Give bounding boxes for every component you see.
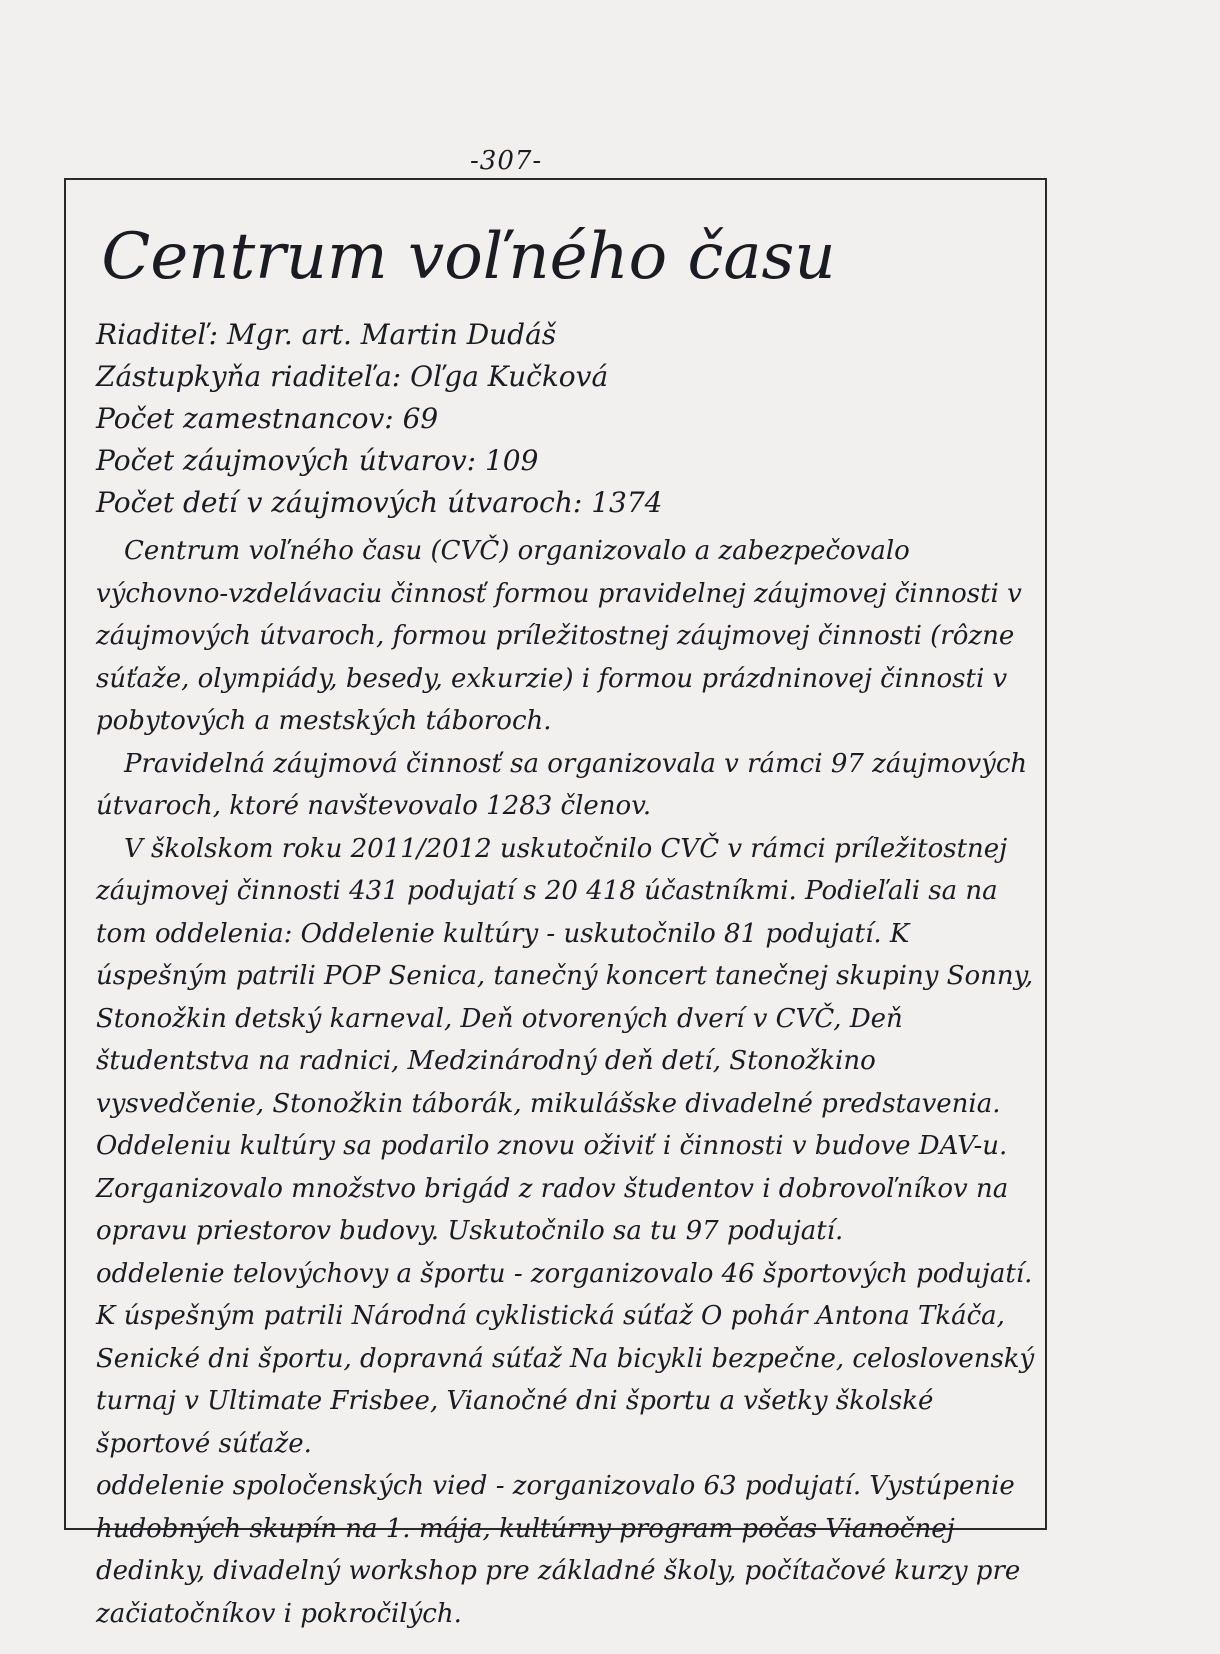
paragraph-intro: Centrum voľného času (CVČ) organizovalo a zabezpečovalo výchovno-vzdelávaciu činnosť formou pravidelnej záujmovej činnosti v záujmových útvaroch, formou príležitostnej záujmovej činnosti (rôzne súťaže, olympiády, besedy, exkurzie) i formou prázdninovej činnosti v pobytových a mestských táboroch.: [96, 536, 1022, 737]
meta-block: [96, 314, 1041, 524]
page-number: -307-: [470, 146, 543, 176]
paragraph-social-sciences: oddelenie spoločenských vied - zorganizovalo 63 podujatí. Vystúpenie hudobných skupín na 1. mája, kultúrny program počas Vianočnej dedinky, divadelný workshop pre základné školy, počítačové kurzy pre začiatočníkov i pokročilých.: [96, 1471, 1021, 1629]
paragraph-sports-events: K úspešným patrili Národná cyklistická súťaž O pohár Antona Tkáča, Senické dni športu, dopravná súťaž Na bicykli bezpečne, celoslovenský turnaj v Ultimate Frisbee, Vianočné dni športu a všetky školské športové súťaže.: [96, 1301, 1035, 1459]
director-line: Riaditeľ: Mgr. art. Martin Dudáš: [96, 318, 557, 352]
handwritten-page-content: [96, 212, 1041, 1635]
paragraph-regular-activity: Pravidelná záujmová činnosť sa organizovala v rámci 97 záujmových útvaroch, ktoré navštevovalo 1283 členov.: [96, 748, 1028, 822]
body-text: [96, 530, 1041, 1635]
employees-line: Počet zamestnancov: 69: [96, 402, 439, 436]
deputy-line: Zástupkyňa riaditeľa: Oľga Kučková: [96, 360, 609, 394]
paragraph-occasional-activity: V školskom roku 2011/2012 uskutočnilo CVČ v rámci príležitostnej záujmovej činnosti 431 podujatí s 20 418 účastníkmi. Podieľali sa na tom oddelenia: Oddelenie kultúry - uskutočnilo 81 podujatí. K úspešným patrili POP Senica, tanečný koncert tanečnej skupiny Sonny, Stonožkin detský karneval, Deň otvorených dverí v CVČ, Deň študentstva na radnici, Medzinárodný deň detí, Stonožkino vysvedčenie, Stonožkin táborák, mikulášske divadelné predstavenia. Oddeleniu kultúry sa podarilo znovu oživiť i činnosti v budove DAV-u. Zorganizovalo množstvo brigád z radov študentov i dobrovoľníkov na opravu priestorov budovy. Uskutočnilo sa tu 97 podujatí.: [96, 833, 1034, 1247]
paragraph-sports-department: oddelenie telovýchovy a športu - zorganizovalo 46 športových podujatí.: [96, 1258, 1033, 1289]
page-title: Centrum voľného času: [101, 220, 836, 294]
units-line: Počet záujmových útvarov: 109: [96, 444, 539, 478]
children-line: Počet detí v záujmových útvaroch: 1374: [96, 486, 663, 520]
